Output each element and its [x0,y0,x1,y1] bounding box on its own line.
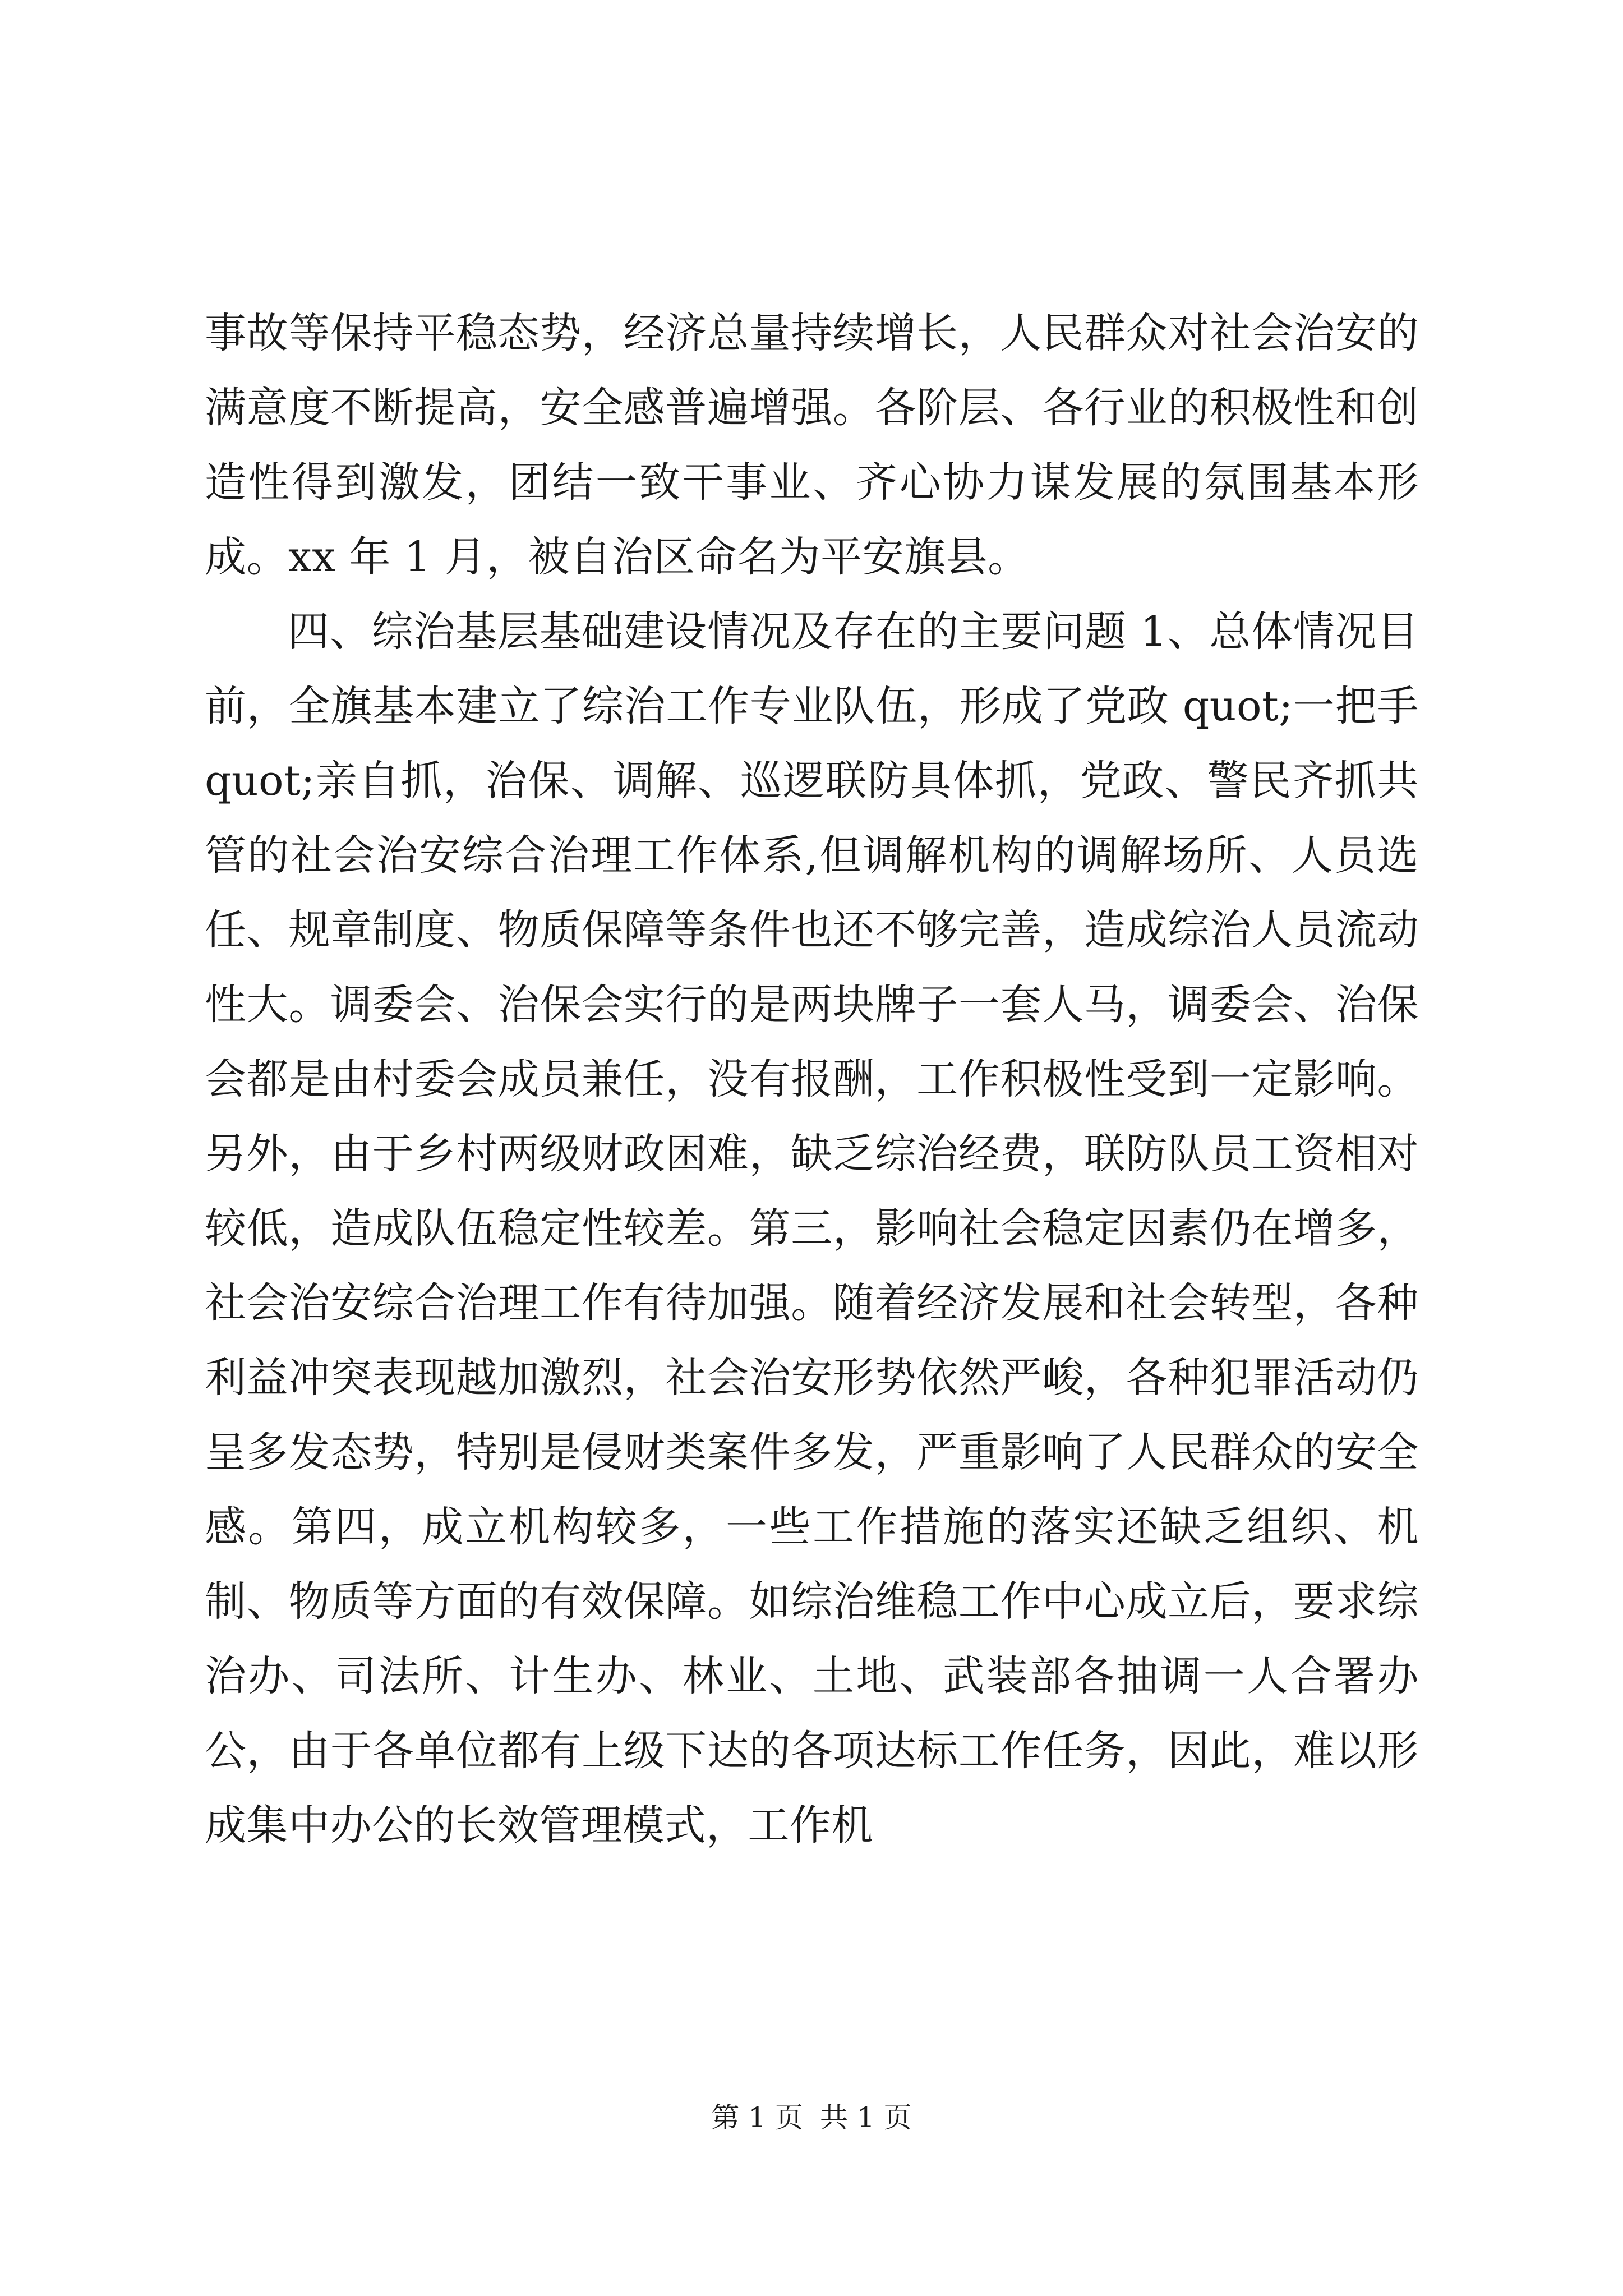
document-body [205,296,1419,1863]
paragraph-1: 事故等保持平稳态势，经济总量持续增长，人民群众对社会治安的满意度不断提高，安全感普遍增强。各阶层、各行业的积极性和创造性得到激发，团结一致干事业、齐心协力谋发展的氛围基本形成。xx 年 1 月，被自治区命名为平安旗县。 [205,309,1419,581]
page-footer [0,2098,1623,2137]
page-number-total: 共 1 页 [820,2101,912,2134]
page-number-current: 第 1 页 [711,2101,803,2134]
paragraph-2: 四、综治基层基础建设情况及存在的主要问题 1、总体情况目前，全旗基本建立了综治工作专业队伍，形成了党政 quot;一把手 quot;亲自抓，治保、调解、巡逻联防具体抓，党政、警民齐抓共管的社会治安综合治理工作体系,但调解机构的调解场所、人员选任、规章制度、物质保障等条件也还不够完善，造成综治人员流动性大。调委会、治保会实行的是两块牌子一套人马，调委会、治保会都是由村委会成员兼任，没有报酬，工作积极性受到一定影响。另外，由于乡村两级财政困难，缺乏综治经费，联防队员工资相对较低，造成队伍稳定性较差。第三，影响社会稳定因素仍在增多，社会治安综合治理工作有待加强。随着经济发展和社会转型，各种利益冲突表现越加激烈，社会治安形势依然严峻，各种犯罪活动仍呈多发态势，特别是侵财类案件多发，严重影响了人民群众的安全感。第四，成立机构较多，一些工作措施的落实还缺乏组织、机制、物质等方面的有效保障。如综治维稳工作中心成立后，要求综治办、司法所、计生办、林业、土地、武装部各抽调一人合署办公，由于各单位都有上级下达的各项达标工作任务，因此，难以形成集中办公的长效管理模式，工作机 [205,608,1419,1849]
